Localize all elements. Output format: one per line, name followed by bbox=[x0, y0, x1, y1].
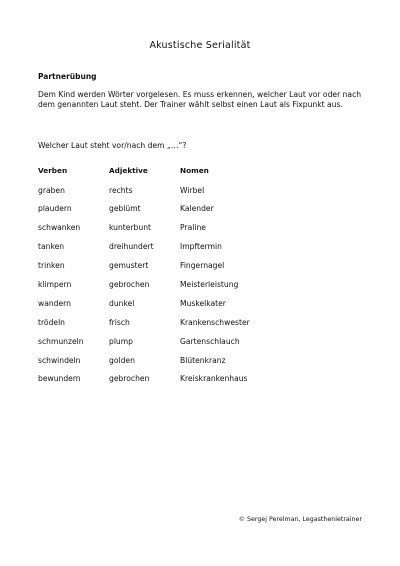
noun-cell: Meisterleistung bbox=[180, 279, 239, 289]
copyright-footer: © Sergej Perelman, Legasthenietrainer bbox=[238, 516, 362, 523]
noun-cell: Impftermin bbox=[180, 242, 222, 252]
table-row bbox=[38, 299, 368, 318]
noun-cell: Kreiskrankenhaus bbox=[180, 374, 248, 384]
verb-cell: schwanken bbox=[38, 223, 81, 233]
verb-cell: trinken bbox=[38, 261, 65, 271]
instruction-text: Dem Kind werden Wörter vorgelesen. Es muss erkennen, welcher Laut vor oder nach dem genannten Laut steht. Der Trainer wählt selbst einen Laut als Fixpunkt aus. bbox=[38, 90, 362, 109]
verb-cell: wandern bbox=[38, 298, 71, 308]
verb-cell: plaudern bbox=[38, 204, 72, 214]
adjective-cell: kunterbunt bbox=[109, 223, 151, 233]
noun-cell: Kalender bbox=[180, 204, 214, 214]
adjective-cell: dunkel bbox=[109, 298, 135, 308]
table-row bbox=[38, 337, 368, 356]
noun-cell: Wirbel bbox=[180, 185, 205, 195]
noun-cell: Muskelkater bbox=[180, 298, 226, 308]
adjective-cell: gebrochen bbox=[109, 374, 150, 384]
table-row bbox=[38, 223, 368, 242]
verb-cell: schmunzeln bbox=[38, 336, 84, 346]
adjective-cell: plump bbox=[109, 336, 133, 346]
adjective-cell: geblümt bbox=[109, 204, 141, 214]
adjective-cell: frisch bbox=[109, 317, 130, 327]
column-header-nomen: Nomen bbox=[180, 166, 209, 175]
verb-cell: bewundern bbox=[38, 374, 81, 384]
table-row bbox=[38, 204, 368, 223]
table-row bbox=[38, 280, 368, 299]
adjective-cell: dreihundert bbox=[109, 242, 154, 252]
table-row bbox=[38, 261, 368, 280]
noun-cell: Gartenschlauch bbox=[180, 336, 240, 346]
page-title: Akustische Serialität bbox=[149, 40, 251, 51]
word-table bbox=[38, 166, 368, 393]
adjective-cell: rechts bbox=[109, 185, 133, 195]
noun-cell: Fingernagel bbox=[180, 261, 225, 271]
noun-cell: Praline bbox=[180, 223, 206, 233]
verb-cell: klimpern bbox=[38, 279, 72, 289]
table-header-row bbox=[38, 166, 368, 186]
table-row bbox=[38, 186, 368, 205]
table-row bbox=[38, 318, 368, 337]
table-row bbox=[38, 242, 368, 261]
question-text: Welcher Laut steht vor/nach dem „…“? bbox=[38, 141, 187, 150]
noun-cell: Blütenkranz bbox=[180, 355, 226, 365]
noun-cell: Krankenschwester bbox=[180, 317, 250, 327]
verb-cell: trödeln bbox=[38, 317, 65, 327]
verb-cell: graben bbox=[38, 185, 65, 195]
column-header-adjektive: Adjektive bbox=[109, 166, 148, 175]
adjective-cell: gemustert bbox=[109, 261, 149, 271]
table-row bbox=[38, 356, 368, 375]
verb-cell: schwindeln bbox=[38, 355, 81, 365]
adjective-cell: gebrochen bbox=[109, 279, 150, 289]
column-header-verben: Verben bbox=[38, 166, 68, 175]
table-row bbox=[38, 374, 368, 393]
verb-cell: tanken bbox=[38, 242, 65, 252]
adjective-cell: golden bbox=[109, 355, 135, 365]
section-heading: Partnerübung bbox=[38, 72, 97, 81]
